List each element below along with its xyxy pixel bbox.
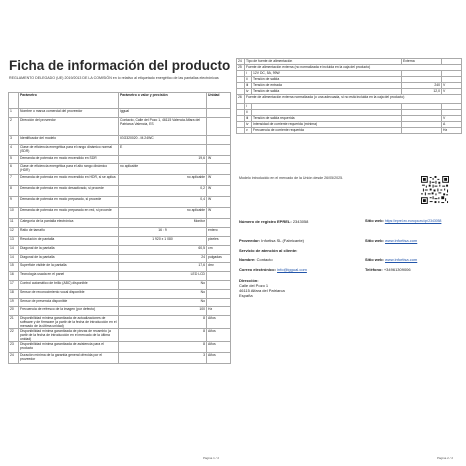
- row-num: 25: [237, 65, 245, 71]
- row-unit: Hz: [442, 128, 462, 134]
- row-unit: Años: [207, 342, 231, 353]
- model-note: Modelo introducido en el mercado de la Unión desde 26/05/2025.: [239, 176, 344, 180]
- row-param: Ratio de tamaño: [19, 228, 119, 237]
- row-unit: Años: [207, 329, 231, 342]
- row-value: No: [119, 289, 207, 298]
- row-num: ii: [245, 77, 252, 83]
- reg-value: 2343058: [292, 219, 309, 224]
- eprel-link[interactable]: https://eprel.ec.europa.eu/qr/2343058: [384, 219, 442, 223]
- row-param: Nombre o marca comercial del proveedor: [19, 109, 119, 118]
- row-num: i: [245, 104, 252, 110]
- eprel-row: [239, 219, 308, 224]
- row-unit: W: [207, 197, 231, 208]
- row-value: 0,2: [119, 186, 207, 197]
- phone-row: [365, 267, 411, 272]
- addr-label: Dirección:: [239, 278, 259, 283]
- row-param: 12V DC, 5A, 99W: [252, 71, 402, 77]
- name-value: Contacto: [256, 257, 273, 262]
- row-value: 8: [119, 316, 207, 329]
- service-web-row: [365, 257, 417, 262]
- row-unit: V: [442, 116, 462, 122]
- row-unit: pulgadas: [207, 254, 231, 263]
- row-num: 8: [9, 186, 19, 197]
- row-param: Categoría de la pantalla electrónica: [19, 219, 119, 228]
- provider-web-row: [365, 238, 417, 243]
- row-unit: V: [442, 83, 462, 89]
- eprel-link-row: [365, 219, 445, 223]
- row-num: 10: [9, 208, 19, 219]
- addr-line3: España: [239, 293, 253, 298]
- row-param: Tipo de fuente de alimentación: [245, 59, 402, 65]
- row-param: Diagonal de la pantalla: [19, 245, 119, 254]
- table-row: [9, 353, 231, 364]
- row-param: Control automático de brillo (ABC) disponible: [19, 280, 119, 289]
- row-value: no aplicable: [119, 208, 207, 219]
- address-block: [239, 278, 285, 298]
- reg-link-label: Sitio web:: [365, 218, 384, 223]
- row-unit: pixeles: [207, 236, 231, 245]
- table-row: [9, 289, 231, 298]
- row-value: 100: [119, 307, 207, 316]
- phone-label: Teléfono:: [365, 267, 383, 272]
- row-unit: [207, 144, 231, 155]
- row-param: Tensión de entrada: [252, 83, 402, 89]
- row-value: 3: [119, 353, 207, 364]
- row-param: Duración mínima de la garantía general ofrecida por el proveedor: [19, 353, 119, 364]
- row-param: Clase de eficiencia energética para el alto rango dinámico (HDR): [19, 164, 119, 175]
- row-value: 8: [119, 329, 207, 342]
- row-value: 60,5: [119, 245, 207, 254]
- row-param: Disponibilidad mínima garantizada de asistencia para el producto: [19, 342, 119, 353]
- row-unit: [207, 298, 231, 307]
- row-param: Demanda de potencia en modo encendido en HDR, si se aplica: [19, 175, 119, 186]
- table-row: [9, 342, 231, 353]
- row-param: Tensión de salida: [252, 89, 402, 95]
- row-num: 21: [9, 316, 19, 329]
- row-num: 19: [9, 298, 19, 307]
- row-value: no aplicable: [119, 175, 207, 186]
- table-row: [9, 236, 231, 245]
- row-param: Tensión de salida requerida: [252, 116, 402, 122]
- email-row: [239, 267, 307, 272]
- row-param: Tensión de salida: [252, 77, 402, 83]
- row-unit: [207, 219, 231, 228]
- row-num: 3: [9, 135, 19, 144]
- table-row: [9, 155, 231, 164]
- row-num: 7: [9, 175, 19, 186]
- row-unit: [207, 164, 231, 175]
- table-row: [9, 117, 231, 135]
- row-value: No: [119, 280, 207, 289]
- row-value: 16 : 9: [119, 228, 207, 237]
- row-num: 12: [9, 228, 19, 237]
- row-num: i: [245, 71, 252, 77]
- product-info-table: [8, 92, 231, 364]
- row-value: No: [119, 298, 207, 307]
- row-num: 6: [9, 164, 19, 175]
- row-value: 17,6: [119, 263, 207, 272]
- row-value: Contacto, Calle del Pozo 1, 46115 Valencia Alfara del Patriarca Valencia, ES: [119, 117, 207, 135]
- provider-web-link[interactable]: www.infortisa.com: [385, 238, 418, 243]
- row-num: 2: [9, 117, 19, 135]
- row-param: Superficie visible de la pantalla: [19, 263, 119, 272]
- row-unit: A: [442, 122, 462, 128]
- row-num: 1: [9, 109, 19, 118]
- table-row: [9, 245, 231, 254]
- row-param: Diagonal de la pantalla: [19, 254, 119, 263]
- row-param: Clase de eficiencia energética para el rango dinámico normal (SDR): [19, 144, 119, 155]
- table-row: [9, 219, 231, 228]
- row-param: Intensidad de corriente requerida (mínima): [252, 122, 402, 128]
- row-unit: [207, 109, 231, 118]
- table-row: [9, 228, 231, 237]
- reg-label: Número de registro EPREL:: [239, 219, 292, 224]
- page-footer: Página 2 / 2: [437, 456, 454, 460]
- row-param: Frecuencia de refresco de la imagen (por defecto): [19, 307, 119, 316]
- row-num: 14: [9, 245, 19, 254]
- addr-line1: Calle del Pozo 1: [239, 283, 269, 288]
- table-row: [237, 128, 462, 134]
- row-unit: W: [207, 175, 231, 186]
- name-label: Nombre:: [239, 257, 256, 262]
- row-param: Sensor de reconocimiento vocal disponible: [19, 289, 119, 298]
- page-two: [233, 0, 466, 466]
- row-num: 9: [9, 197, 19, 208]
- row-unit: [207, 135, 231, 144]
- table-row: [9, 109, 231, 118]
- service-web-link[interactable]: www.infortisa.com: [385, 257, 418, 262]
- row-value: 1 920 x 1 080: [119, 236, 207, 245]
- row-unit: entero: [207, 228, 231, 237]
- row-value: Externa: [402, 59, 442, 65]
- row-value: 19,6: [119, 155, 207, 164]
- table-row: [9, 254, 231, 263]
- row-num: 17: [9, 280, 19, 289]
- table-row: [9, 186, 231, 197]
- page-footer: Página 1 / 2: [203, 456, 220, 460]
- row-num: 16: [9, 272, 19, 281]
- row-param: Disponibilidad mínima garantizada de piezas de recambio (a partir de la fecha de introducción en el mercado de la última unidad): [19, 329, 119, 342]
- row-param: Fuente de alimentación externa (no normalizada e incluida en la caja del producto): [245, 65, 462, 71]
- table-row: [237, 95, 462, 104]
- row-value: 12,0: [402, 89, 442, 95]
- row-num: iv: [245, 122, 252, 128]
- row-num: iv: [245, 89, 252, 95]
- row-unit: [207, 272, 231, 281]
- row-num: iii: [245, 116, 252, 122]
- provider-row: [239, 238, 304, 243]
- row-num: ii: [245, 110, 252, 116]
- prov-label: Proveedor:: [239, 238, 261, 243]
- phone-value: +34961309006: [383, 267, 411, 272]
- row-num: 4: [9, 144, 19, 155]
- header-unit: Unidad: [207, 93, 231, 109]
- row-value: E: [119, 144, 207, 155]
- row-unit: Años: [207, 316, 231, 329]
- row-unit: cm: [207, 245, 231, 254]
- table-row: [9, 307, 231, 316]
- row-value: no aplicable: [119, 164, 207, 175]
- row-param: Demanda de potencia en modo encendido en SDR: [19, 155, 119, 164]
- row-num: 22: [9, 329, 19, 342]
- table-row: [9, 164, 231, 175]
- email-label: Correo electrónico:: [239, 267, 276, 272]
- row-value: 8: [119, 342, 207, 353]
- row-param: Identificador del modelo: [19, 135, 119, 144]
- row-unit: [207, 289, 231, 298]
- table-row: [9, 280, 231, 289]
- row-num: 26: [237, 95, 245, 104]
- row-num: 5: [9, 155, 19, 164]
- row-value: [402, 128, 442, 134]
- row-num: 13: [9, 236, 19, 245]
- name-row: [239, 257, 273, 262]
- table-row: [9, 144, 231, 155]
- row-num: 11: [9, 219, 19, 228]
- row-param: Resolución de pantalla: [19, 236, 119, 245]
- web2-label: Sitio web:: [365, 257, 384, 262]
- row-num: 20: [9, 307, 19, 316]
- row-num: 15: [9, 263, 19, 272]
- regulation-intro: REGLAMENTO DELEGADO (UE) 2019/2013 DE LA COMISIÓN en lo relativo al etiquetado energético de las pantallas electrónicas: [9, 76, 219, 80]
- table-row: [9, 263, 231, 272]
- row-value: 240: [402, 83, 442, 89]
- table-row: [9, 329, 231, 342]
- row-unit: [207, 280, 231, 289]
- row-param: Sensor de presencia disponible: [19, 298, 119, 307]
- row-value: iggual: [119, 109, 207, 118]
- row-unit: W: [207, 208, 231, 219]
- row-param: Tecnología usada en el panel: [19, 272, 119, 281]
- header-param: Parámetro: [19, 93, 119, 109]
- row-unit: V: [442, 89, 462, 95]
- service-label: Servicio de atención al cliente:: [239, 248, 298, 253]
- row-num: 14: [9, 254, 19, 263]
- row-unit: [207, 117, 231, 135]
- addr-line2: 46115 Alfara del Patriarca: [239, 288, 285, 293]
- header-value: Parámetro o valor y precisión: [119, 93, 207, 109]
- row-num: iii: [245, 83, 252, 89]
- row-unit: dm²: [207, 263, 231, 272]
- row-unit: Hz: [207, 307, 231, 316]
- row-num: 24: [9, 353, 19, 364]
- email-link[interactable]: info@iggual.com: [277, 267, 307, 272]
- row-param: Dirección del proveedor: [19, 117, 119, 135]
- row-num: v: [245, 128, 252, 134]
- row-num: 24: [237, 59, 245, 65]
- document-title: Ficha de información del producto: [9, 58, 231, 73]
- row-unit: W: [207, 186, 231, 197]
- table-row: [9, 208, 231, 219]
- qr-code-icon[interactable]: [421, 176, 449, 204]
- table-row: [9, 175, 231, 186]
- power-supply-table: [236, 58, 462, 134]
- row-unit: W: [207, 155, 231, 164]
- row-param: Demanda de potencia en modo preparado en red, si procede: [19, 208, 119, 219]
- table-row: [9, 298, 231, 307]
- row-unit: Años: [207, 353, 231, 364]
- row-param: Demanda de potencia en modo desactivado, si procede: [19, 186, 119, 197]
- table-row: [9, 316, 231, 329]
- header-num: [9, 93, 19, 109]
- row-num: 18: [9, 289, 19, 298]
- table-header: [9, 93, 231, 109]
- row-num: 23: [9, 342, 19, 353]
- service-row: [239, 248, 297, 253]
- row-value: IGG320020 - M.24WC: [119, 135, 207, 144]
- row-value: Monitor: [119, 219, 207, 228]
- table-row: [9, 197, 231, 208]
- row-value: 24: [119, 254, 207, 263]
- row-value: LED LCD: [119, 272, 207, 281]
- table-row: [9, 272, 231, 281]
- table-row: [9, 135, 231, 144]
- web-label: Sitio web:: [365, 238, 384, 243]
- row-param: Frecuencia de corriente requerida: [252, 128, 402, 134]
- prov-value: Infortisa SL (Fabricante): [261, 238, 305, 243]
- row-param: Fuente de alimentación externa normalizada (o una adecuada, si no está incluida en la caja del producto): [245, 95, 462, 104]
- row-param: Disponibilidad mínima garantizada de actualizaciones de software y de firmware (a partir de la fecha de introducción en el mercado de la última unidad): [20, 316, 117, 329]
- row-param: Demanda de potencia en modo preparado, si procede: [19, 197, 119, 208]
- row-value: 0,4: [119, 197, 207, 208]
